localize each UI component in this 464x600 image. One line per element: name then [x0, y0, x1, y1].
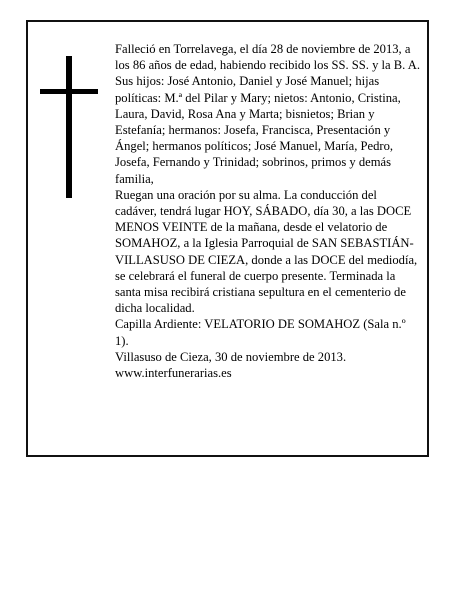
website: www.interfunerarias.es — [115, 366, 232, 381]
cross-icon — [40, 56, 98, 198]
death-announcement: Falleció en Torrelavega, el día 28 de noviembre de 2013, a los 86 años de edad, habiendo recibido los SS. SS. y la B. A. — [115, 42, 421, 73]
place-and-date: Villasuso de Cieza, 30 de noviembre de 2013. — [115, 349, 347, 364]
cross-horizontal-bar — [40, 89, 98, 94]
cross-vertical-bar — [66, 56, 72, 198]
funeral-details: Ruegan una oración por su alma. La conducción del cadáver, tendrá lugar HOY, SÁBADO, día 30, a las DOCE MENOS VEINTE de la mañana, desde el velatorio de SOMAHOZ, a la Iglesia Parroquial de SAN SEBASTIÁN-VILLASUSO DE CIEZA, donde a las DOCE del mediodía, se celebrará el funeral de cuerpo presente. Terminada la santa misa recibirá cristiana sepultura en el cementerio de dicha localidad. — [115, 187, 418, 316]
family-list: Sus hijos: José Antonio, Daniel y José Manuel; hijas políticas: M.ª del Pilar y Mary; nietos: Antonio, Cristina, Laura, David, Rosa Ana y Marta; bisnietos; Brian y Estefanía; hermanos: Josefa, Francisca, Presentación y Ángel; hermanos políticos; José Manuel, María, Pedro, Josefa, Fernando y Trinidad; sobrinos, primos y demás familia, — [115, 74, 401, 186]
chapel-info: Capilla Ardiente: VELATORIO DE SOMAHOZ (Sala n.º 1). — [115, 317, 406, 348]
funeral-notice — [26, 20, 429, 457]
notice-text — [115, 41, 421, 381]
